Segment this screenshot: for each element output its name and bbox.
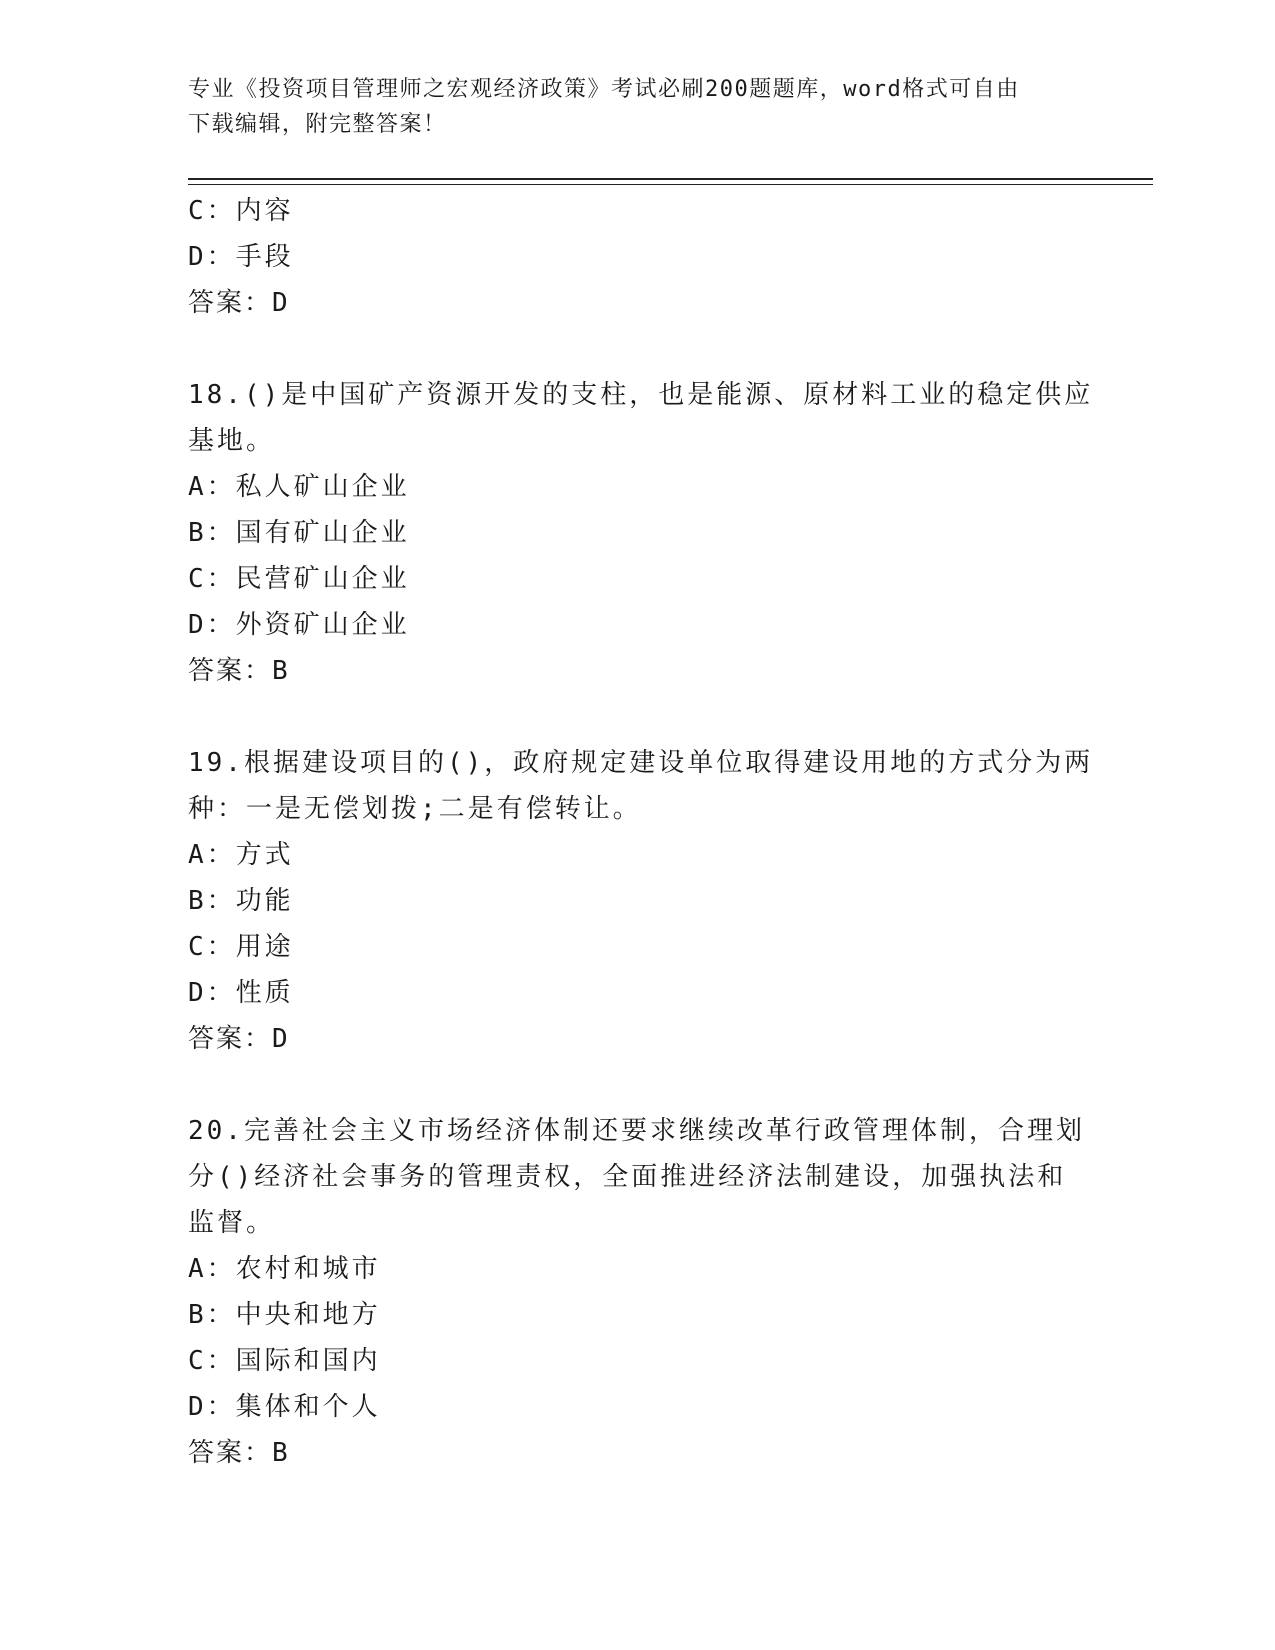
option-d: D：集体和个人 — [188, 1392, 381, 1422]
answer: 答案：D — [188, 1024, 290, 1054]
option-d: D：外资矿山企业 — [188, 610, 410, 640]
option-b: B：国有矿山企业 — [188, 518, 410, 548]
document-header — [188, 72, 1088, 142]
answer: 答案：D — [188, 288, 290, 318]
spacer — [188, 1062, 1088, 1108]
question-20 — [188, 1108, 1088, 1476]
question-stem-line: 18.()是中国矿产资源开发的支柱，也是能源、原材料工业的稳定供应 — [188, 380, 1094, 410]
header-line-1: 专业《投资项目管理师之宏观经济政策》考试必刷200题题库，word格式可自由 — [188, 77, 1020, 102]
option-a: A：方式 — [188, 840, 294, 870]
option-d: D：性质 — [188, 978, 294, 1008]
question-stem-line: 分()经济社会事务的管理责权，全面推进经济法制建设，加强执法和 — [188, 1162, 1067, 1192]
option-a: A：农村和城市 — [188, 1254, 381, 1284]
option-c: C：用途 — [188, 932, 294, 962]
question-stem-line: 基地。 — [188, 426, 276, 456]
option-a: A：私人矿山企业 — [188, 472, 410, 502]
question-stem-line: 监督。 — [188, 1208, 276, 1238]
question-stem-line: 19.根据建设项目的()，政府规定建设单位取得建设用地的方式分为两 — [188, 748, 1094, 778]
option-b: B：中央和地方 — [188, 1300, 381, 1330]
question-list — [188, 188, 1094, 1476]
option-c: C：国际和国内 — [188, 1346, 381, 1376]
header-divider-thin — [188, 184, 1153, 185]
question-18 — [188, 372, 1094, 694]
option-b: B：功能 — [188, 886, 294, 916]
answer: 答案：B — [188, 1438, 290, 1468]
option-c: C：内容 — [188, 196, 294, 226]
header-divider-thick — [188, 178, 1153, 180]
option-d: D：手段 — [188, 242, 294, 272]
spacer — [188, 694, 1088, 740]
question-stem-line: 20.完善社会主义市场经济体制还要求继续改革行政管理体制，合理划 — [188, 1116, 1085, 1146]
header-line-2: 下载编辑，附完整答案！ — [188, 112, 447, 137]
option-c: C：民营矿山企业 — [188, 564, 410, 594]
answer: 答案：B — [188, 656, 290, 686]
question-stem-line: 种：一是无偿划拨;二是有偿转让。 — [188, 794, 642, 824]
question-17-partial — [188, 188, 1088, 326]
question-19 — [188, 740, 1094, 1062]
spacer — [188, 326, 1088, 372]
